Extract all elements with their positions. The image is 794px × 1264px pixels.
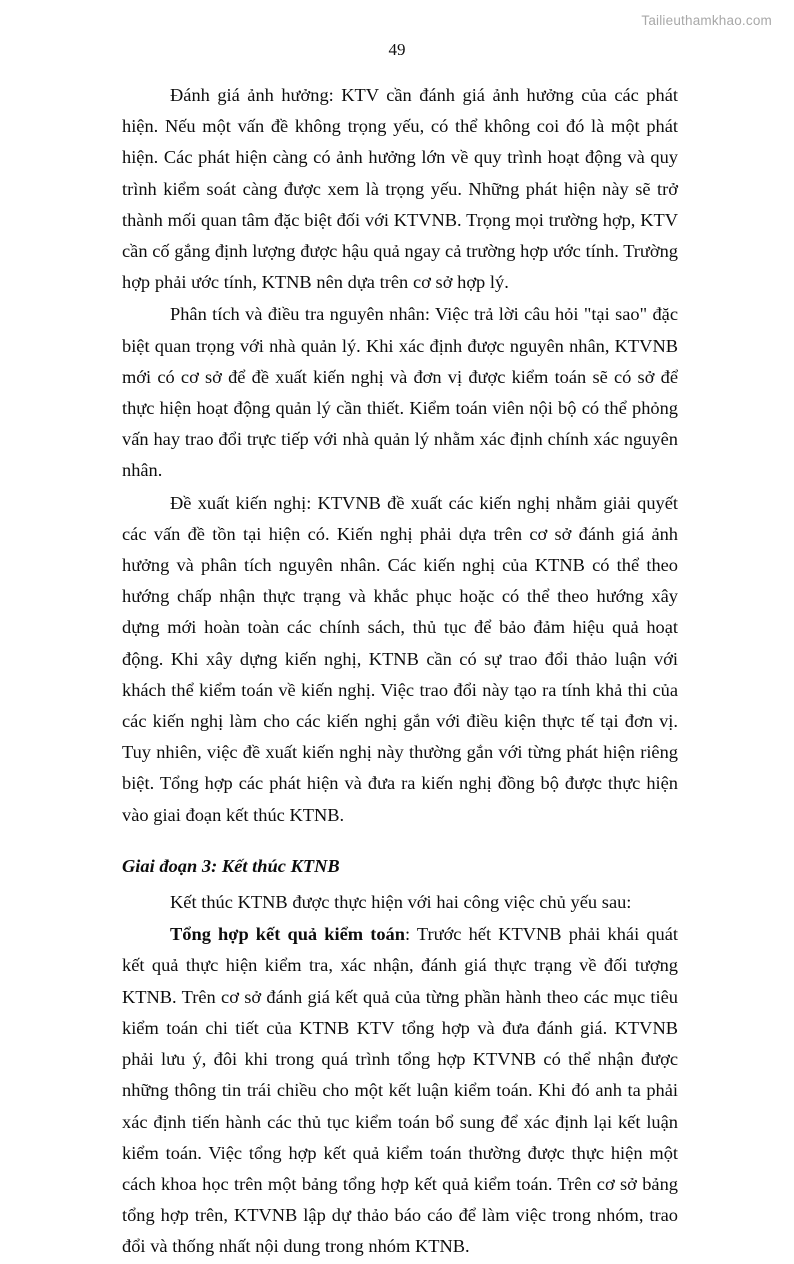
paragraph-tong-hop-ket-qua-kiem-toan — [122, 919, 678, 1262]
paragraph-tong-hop-body-text: : Trước hết KTVNB phải khái quát kết quả thực hiện kiểm tra, xác nhận, đánh giá thực trạng về đối tượng KTNB. Trên cơ sở đánh giá kết quả của từng phần hành theo các mục tiêu kiểm toán chi tiết của KTNB KTV tổng hợp và đưa đánh giá. KTVNB phải lưu ý, đôi khi trong quá trình tổng hợp KTVNB có thể nhận được những thông tin trái chiều cho một kết luận kiểm toán. Khi đó anh ta phải xác định tiến hành các thủ tục kiểm toán bổ sung để xác định lại kết luận kiểm toán. Việc tổng hợp kết quả kiểm toán thường được thực hiện một cách khoa học trên một bảng tổng hợp kết quả kiểm toán. Trên cơ sở bảng tổng hợp trên, KTVNB lập dự thảo báo cáo để làm việc trong nhóm, trao đổi và thống nhất nội dung trong nhóm KTNB. — [122, 924, 678, 1257]
paragraph-phan-tich-dieu-tra-nguyen-nhan: Phân tích và điều tra nguyên nhân: Việc trả lời câu hỏi "tại sao" đặc biệt quan trọng với nhà quản lý. Khi xác định được nguyên nhân, KTVNB mới có cơ sở để đề xuất kiến nghị và đơn vị được kiểm toán sẽ có sở để thực hiện hoạt động quản lý cần thiết. Kiểm toán viên nội bộ có thể phỏng vấn hay trao đổi trực tiếp với nhà quản lý nhằm xác định chính xác nguyên nhân. — [122, 304, 678, 481]
document-body — [122, 80, 678, 1264]
paragraph-danh-gia-anh-huong: Đánh giá ảnh hưởng: KTV cần đánh giá ảnh hưởng của các phát hiện. Nếu một vấn đề không trọng yếu, có thể không coi đó là một phát hiện. Các phát hiện càng có ảnh hưởng lớn về quy trình hoạt động và quy trình kiểm soát càng được xem là trọng yếu. Những phát hiện này sẽ trở thành mối quan tâm đặc biệt đối với KTVNB. Trọng mọi trường hợp, KTV cần cố gắng định lượng được hậu quả ngay cả trường hợp ước tính. Trường hợp phải ước tính, KTNB nên dựa trên cơ sở hợp lý. — [122, 85, 678, 293]
site-watermark: Tailieuthamkhao.com — [641, 13, 772, 28]
heading-giai-doan-3: Giai đoạn 3: Kết thúc KTNB — [122, 855, 340, 876]
paragraph-de-xuat-kien-nghi: Đề xuất kiến nghị: KTVNB đề xuất các kiến nghị nhằm giải quyết các vấn đề tồn tại hiện có. Kiến nghị phải dựa trên cơ sở đánh giá ảnh hưởng và phân tích nguyên nhân. Các kiến nghị của KTNB có thể theo hướng chấp nhận thực trạng và khắc phục hoặc có thể theo hướng xây dựng mới hoàn toàn các chính sách, thủ tục để bảo đảm hiệu quả hoạt động. Khi xây dựng kiến nghị, KTNB cần có sự trao đổi thảo luận với khách thể kiểm toán về kiến nghị. Việc trao đổi này tạo ra tính khả thi của các kiến nghị làm cho các kiến nghị gắn với điều kiện thực tế tại đơn vị. Tuy nhiên, việc đề xuất kiến nghị này thường gắn với từng phát hiện riêng biệt. Tổng hợp các phát hiện và đưa ra kiến nghị đồng bộ được thực hiện vào giai đoạn kết thúc KTNB. — [122, 492, 678, 825]
page-number: 49 — [388, 40, 406, 59]
heading-spacer — [122, 832, 678, 839]
lead-in-tong-hop-ket-qua-kiem-toan: Tổng hợp kết quả kiểm toán — [170, 924, 405, 945]
paragraph-ket-thuc-ktnb-intro: Kết thúc KTNB được thực hiện với hai công việc chủ yếu sau: — [170, 892, 632, 913]
